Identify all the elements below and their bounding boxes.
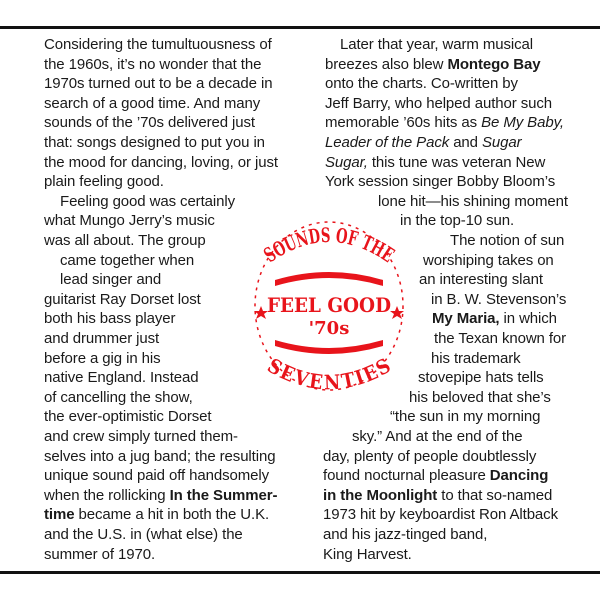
text-line [325, 134, 522, 152]
text-segment: memorable ’60s hits as [325, 114, 482, 132]
text-segment: plain feeling good. [44, 173, 164, 191]
text-line [325, 173, 555, 191]
text-line [44, 36, 272, 54]
text-line [44, 154, 278, 172]
text-line [44, 506, 269, 524]
text-line [44, 95, 260, 113]
text-segment: and crew simply turned them- [44, 428, 238, 445]
text-segment: and drummer just [44, 330, 160, 347]
text-segment: an interesting slant [419, 271, 543, 289]
text-line [44, 428, 238, 446]
text-line [325, 95, 552, 113]
text-segment: lone hit—his shining moment [378, 192, 568, 210]
text-line [418, 369, 544, 387]
stamp-arc-bottom-text: SEVENTIES [263, 352, 396, 395]
italic-title: Be My Baby, [481, 114, 564, 132]
text-line [323, 546, 412, 564]
text-line [325, 114, 564, 132]
text-line [431, 291, 566, 309]
text-line [60, 271, 161, 289]
text-line [44, 526, 243, 544]
text-line [44, 134, 265, 152]
text-segment: “the sun in my morning [390, 408, 541, 426]
text-segment: his trademark [431, 349, 521, 367]
text-segment: both his bass player [44, 310, 176, 328]
text-segment: day, plenty of people doubtlessly [323, 447, 537, 465]
text-line [400, 212, 514, 230]
stamp-feel-good-text: FEEL GOOD [267, 293, 391, 317]
text-segment: onto the charts. Co-written by [325, 75, 518, 93]
song-title: Dancing [489, 467, 549, 485]
text-line [44, 448, 275, 466]
text-segment: before a gig in his [44, 349, 161, 367]
text-segment: 1973 hit by keyboardist Ron Altback [323, 506, 558, 524]
text-segment: the 1960s, it’s no wonder that the [44, 55, 262, 73]
song-title: Montego Bay [447, 55, 541, 73]
text-segment: this tune was veteran New [367, 153, 546, 171]
text-segment: his beloved that she’s [409, 388, 551, 406]
song-title: My Maria, [432, 310, 500, 328]
text-line [44, 232, 206, 250]
stamp-bottom-band [275, 340, 383, 354]
text-line [44, 408, 211, 426]
text-segment: that: songs designed to put you in [44, 134, 265, 151]
text-line [325, 56, 541, 74]
text-segment: and his jazz-tinged band, [323, 526, 488, 543]
text-segment: in which [499, 310, 557, 328]
text-line [44, 487, 277, 505]
text-segment: unique sound paid off handsomely [44, 467, 270, 485]
text-line [323, 448, 536, 466]
text-segment: Jeff Barry, who helped author such [325, 94, 553, 112]
text-segment: King Harvest. [323, 545, 412, 563]
text-segment: of cancelling the show, [44, 388, 193, 406]
stamp-70s-text: '70s [308, 318, 350, 339]
text-segment: The notion of sun [450, 232, 565, 249]
text-line [60, 252, 194, 270]
text-line [60, 193, 235, 211]
text-line [423, 252, 554, 270]
text-line [431, 350, 521, 368]
text-line [340, 36, 533, 54]
text-line [325, 154, 545, 172]
text-line [432, 310, 557, 328]
text-segment: sky.” And at the end of the [352, 428, 523, 445]
text-line [44, 173, 164, 191]
text-segment: became a hit in both the U.K. [74, 506, 270, 524]
text-segment: the mood for dancing, loving, or just [44, 153, 278, 171]
text-line [352, 428, 522, 446]
text-segment: guitarist Ray Dorset lost [44, 290, 201, 308]
text-line [325, 75, 518, 93]
sounds-of-the-seventies-stamp [253, 220, 405, 395]
text-segment: summer of 1970. [44, 545, 156, 563]
text-line [44, 310, 175, 328]
stamp-arc-top-text: SOUNDS OF THE [259, 222, 404, 270]
italic-title: Sugar [482, 134, 522, 151]
italic-title: Leader of the Pack [325, 134, 450, 151]
text-segment: York session singer Bobby Bloom’s [325, 173, 556, 191]
text-segment: and [449, 134, 482, 151]
text-segment: Later that year, warm musical [340, 36, 534, 53]
bottom-rule [0, 571, 600, 574]
text-line [44, 369, 198, 387]
text-segment: and the U.S. in (what else) the [44, 526, 243, 543]
text-line [390, 408, 540, 426]
song-title: time [44, 506, 75, 524]
star-icon [390, 306, 404, 319]
text-line [450, 232, 564, 250]
text-segment: selves into a jug band; the resulting [44, 447, 276, 465]
text-line [44, 467, 269, 485]
text-line [378, 193, 568, 211]
star-icon [254, 306, 268, 319]
text-segment: came together when [60, 251, 195, 269]
text-segment: to that so-named [437, 486, 553, 504]
text-line [44, 350, 161, 368]
text-segment: was all about. The group [44, 232, 206, 249]
text-segment: native England. Instead [44, 369, 199, 387]
text-line [44, 546, 155, 564]
text-line [323, 506, 558, 524]
text-line [44, 389, 193, 407]
text-line [44, 330, 159, 348]
top-rule [0, 26, 600, 29]
text-segment: 1970s turned out to be a decade in [44, 75, 273, 93]
text-segment: Considering the tumultuousness of [44, 36, 272, 53]
text-line [44, 114, 255, 132]
stamp-top-band [275, 272, 383, 286]
text-segment: stovepipe hats tells [418, 369, 544, 387]
text-segment: the Texan known for [434, 330, 567, 347]
text-line [323, 467, 548, 485]
text-line [323, 526, 487, 544]
text-line [44, 56, 261, 74]
text-line [44, 291, 201, 309]
text-segment: breezes also blew [325, 55, 448, 73]
text-line [409, 389, 551, 407]
text-line [44, 212, 215, 230]
song-title: In the Summer- [169, 486, 278, 504]
text-segment: the ever-optimistic Dorset [44, 408, 212, 426]
text-segment: sounds of the ’70s delivered just [44, 114, 255, 132]
text-segment: found nocturnal pleasure [323, 467, 490, 485]
song-title: in the Moonlight [323, 486, 438, 504]
text-line [323, 487, 552, 505]
text-segment: worshiping takes on [423, 251, 554, 269]
italic-title: Sugar, [325, 153, 368, 171]
text-line [419, 271, 543, 289]
text-segment: when the rollicking [44, 486, 170, 504]
text-segment: search of a good time. And many [44, 94, 261, 112]
text-line [434, 330, 566, 348]
text-segment: in the top-10 sun. [400, 212, 515, 230]
text-segment: in B. W. Stevenson’s [431, 290, 567, 308]
text-line [44, 75, 272, 93]
text-segment: Feeling good was certainly [60, 192, 235, 210]
text-segment: lead singer and [60, 271, 162, 289]
text-segment: what Mungo Jerry’s music [44, 212, 215, 230]
